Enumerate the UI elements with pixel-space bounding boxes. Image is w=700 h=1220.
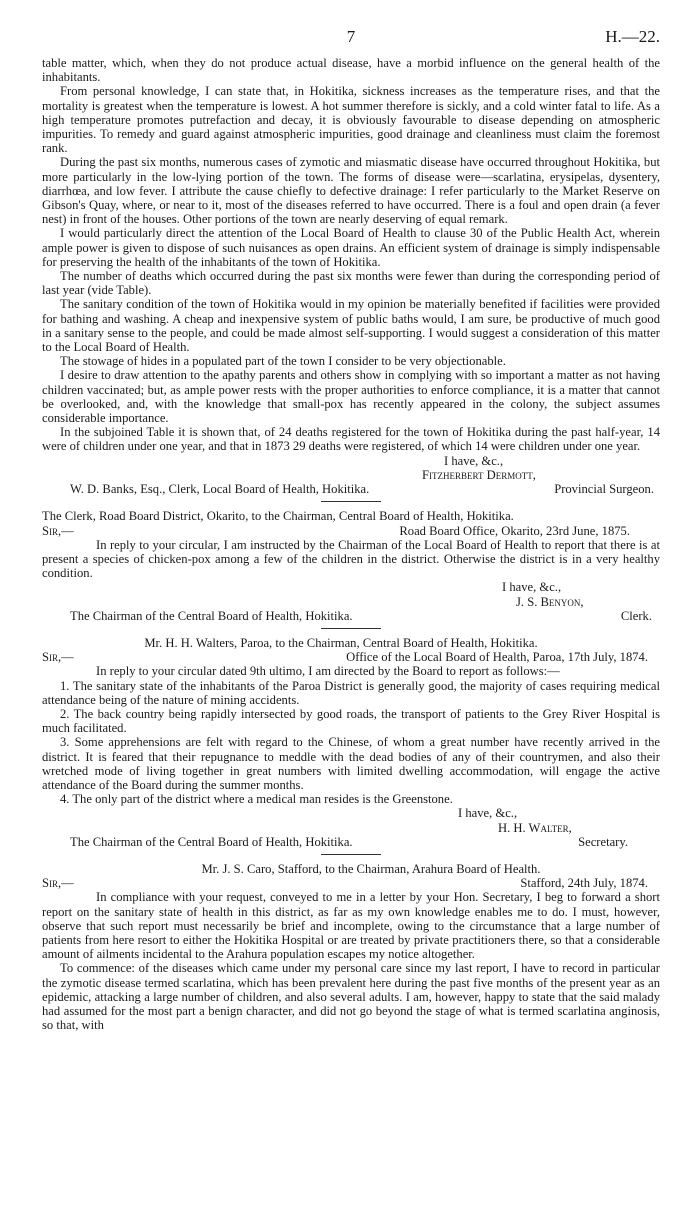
salutation-row [42, 876, 660, 890]
salutation-row [42, 524, 660, 538]
address-date: Stafford, 24th July, 1874. [520, 876, 648, 891]
paragraph: 3. Some apprehensions are felt with regard to the Chinese, of whom a great number have recently arrived in the district. It is feared that their repugnance to meddle with the dead bodies of any of their countrymen, and also their wretched mode of living together in great numbers with limited dwelling accommodation, will engage the active attendance of the Board during the summer months. [42, 735, 660, 792]
signatory: J. S. Benyon, [516, 594, 584, 609]
salutation: Sir,— [42, 876, 74, 891]
section-provincial-surgeon-report [42, 56, 660, 496]
recipient: W. D. Banks, Esq., Clerk, Local Board of Health, Hokitika. [70, 482, 370, 497]
paragraph: I desire to draw attention to the apathy parents and others show in complying with so important a matter as not having children vaccinated; but, as ample power rests with the proper authorities to enforce compliance, it is a matter that cannot be overlooked, and, with the knowledge that small-pox has recently appeared in the colony, the subject assumes considerable importance. [42, 368, 660, 426]
signatory-title: Provincial Surgeon. [554, 482, 654, 497]
signatory-title: Clerk. [620, 608, 652, 623]
paragraph: During the past six months, numerous cases of zymotic and miasmatic disease have occurred throughout Hokitika, but more particularly in the low-lying portion of the town. The forms of disease were—scarlatina, erysipelas, dysentery, diarrhœa, and low fever. I attribute the cause chiefly to defective drainage: I refer particularly to the Market Reserve on Gibson's Quay, where, or near to it, most of the diseases referred to have occurred. There is a foul and open drain (a fever nest) in front of the houses. Other portions of the town are nearly deserving of equal remark. [42, 155, 660, 227]
signatory: H. H. Walter, [498, 820, 572, 835]
document-reference: H.—22. [605, 27, 660, 46]
section-divider [321, 628, 381, 629]
section-divider [321, 854, 381, 855]
paragraph: 1. The sanitary state of the inhabitants of the Paroa District is generally good, the majority of cases requiring medical attendance being of the nature of mining accidents. [42, 678, 660, 707]
letter-title: Mr. J. S. Caro, Stafford, to the Chairman, Arahura Board of Health. [201, 861, 541, 876]
paragraph: In the subjoined Table it is shown that, of 24 deaths registered for the town of Hokitika during the past half-year, 14 were of children under one year, and that in 1873 29 deaths were registered, of which 14 were children under one year. [42, 425, 660, 454]
section-divider [321, 501, 381, 502]
page-header [42, 22, 660, 56]
letter-title: The Clerk, Road Board District, Okarito, to the Chairman, Central Board of Health, Hokitika. [42, 509, 514, 524]
page-number: 7 [346, 27, 356, 46]
paragraph: I would particularly direct the attention of the Local Board of Health to clause 30 of the Public Health Act, wherein ample power is given to dispose of such nuisances as open drains. An efficient system of drainage is simply indispensable for preserving the health of the inhabitants of the town of Hokitika. [42, 226, 660, 269]
paragraph: The stowage of hides in a populated part of the town I consider to be very objectionable. [60, 354, 506, 369]
salutation-row [42, 650, 660, 664]
document-page [42, 22, 660, 1032]
recipient-row [42, 835, 660, 849]
paragraph: 4. The only part of the district where a medical man resides is the Greenstone. [60, 792, 453, 807]
section-stafford-letter [42, 862, 660, 1032]
signature-block [42, 454, 660, 482]
paragraph: 2. The back country being rapidly intersected by good roads, the transport of patients to the Grey River Hospital is much facilitated. [42, 706, 660, 736]
address-date: Road Board Office, Okarito, 23rd June, 1875. [399, 523, 630, 538]
paragraph: table matter, which, when they do not produce actual disease, have a morbid influence on the general health of the inhabitants. [42, 56, 660, 85]
signatory: Fitzherbert Dermott, [422, 467, 536, 482]
closing: I have, &c., [502, 580, 562, 595]
paragraph: In reply to your circular, I am instructed by the Chairman of the Local Board of Health to report that there is at present a species of chicken-pox among a few of the children in the district. Otherwise the district is in a very healthy condition. [42, 537, 660, 581]
address-date: Office of the Local Board of Health, Paroa, 17th July, 1874. [346, 650, 648, 665]
recipient-row [42, 609, 660, 623]
salutation: Sir,— [42, 650, 74, 665]
section-okarito-letter [42, 509, 660, 623]
salutation: Sir,— [42, 523, 74, 538]
closing: I have, &c., [458, 806, 518, 821]
paragraph: The number of deaths which occurred during the past six months were fewer than during the corresponding period of last year (vide Table). [42, 269, 660, 298]
closing: I have, &c., [444, 453, 504, 468]
section-paroa-letter [42, 636, 660, 849]
paragraph: In reply to your circular dated 9th ultimo, I am directed by the Board to report as follows:— [96, 664, 560, 679]
recipient: The Chairman of the Central Board of Health, Hokitika. [70, 834, 353, 849]
paragraph: The sanitary condition of the town of Hokitika would in my opinion be materially benefited if facilities were provided for bathing and washing. A cheap and inexpensive system of public baths would, I am sure, be productive of much good in a sanitary sense to the people, and could be made almost self-supporting. I would suggest a consideration of this matter to the Local Board of Health. [42, 297, 660, 355]
signatory-title: Secretary. [578, 834, 628, 849]
paragraph: In compliance with your request, conveyed to me in a letter by your Hon. Secretary, I beg to forward a short report on the sanitary state of health in this district, as far as my own knowledge enables me to do. I must, however, observe that such report must necessarily be brief and incomplete, owing to the circumstance that a large number of patients from here resort to either the Hokitika Hospital or are treated by private practitioners there, so that a considerable amount of ailments incidental to the Arahura population escapes my notice altogether. [42, 890, 660, 962]
letter-title: Mr. H. H. Walters, Paroa, to the Chairman, Central Board of Health, Hokitika. [144, 635, 538, 650]
recipient-row [42, 482, 660, 496]
paragraph: From personal knowledge, I can state that, in Hokitika, sickness increases as the temperature rises, and that the mortality is greatest when the temperature is lowest. A hot summer therefore is sickly, and a cold winter fatal to life. As a high temperature promotes putrefaction and decay, it is obviously favourable to disease depending on atmospheric impurities. To remedy and guard against atmospheric impurities, good drainage and cleanliness must claim the foremost rank. [42, 84, 660, 156]
paragraph: To commence: of the diseases which came under my personal care since my last report, I have to record in particular the zymotic disease termed scarlatina, which has been prevalent here during the past five months of the present year as an epidemic, attacking a large number of children, and also several adults. I am, however, happy to state that the said malady had assumed for the most part a benign character, and did not go beyond the stage of what is termed scarlatina anginosis, so that, with [42, 961, 660, 1033]
recipient: The Chairman of the Central Board of Health, Hokitika. [70, 608, 353, 623]
